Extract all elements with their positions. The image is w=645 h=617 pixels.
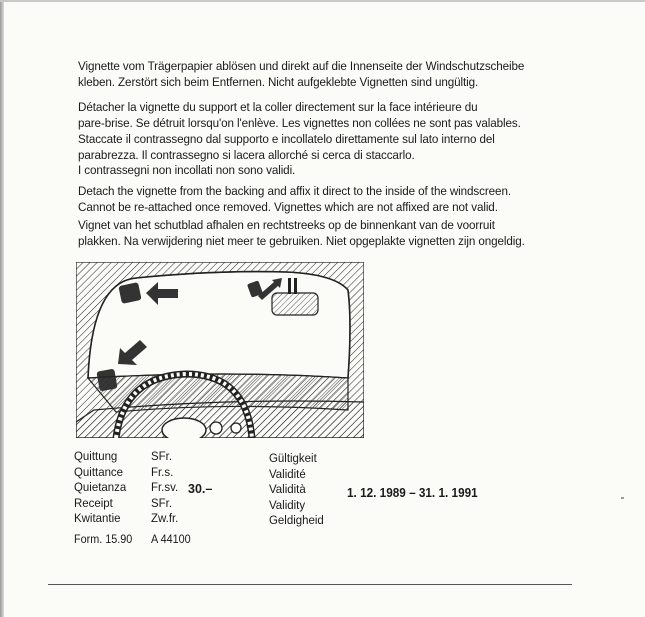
instructions-dutch	[78, 218, 539, 249]
instruction-line: Staccate il contrassegno dal supporto e incollatelo direttamente sul lato interno del	[78, 132, 495, 146]
currency-labels	[151, 449, 178, 527]
receipt-label: Quietanza	[74, 480, 127, 494]
instruction-line: I contrassegni non incollati non sono validi.	[78, 163, 296, 177]
currency-label: Fr.s.	[151, 464, 174, 479]
validity-label: Gültigkeit	[269, 451, 317, 465]
instruction-line: kleben. Zerstört sich beim Entfernen. Nicht aufgeklebte Vignetten sind ungültig.	[78, 74, 479, 89]
instruction-line: Detach the vignette from the backing and affix it direct to the inside of the windscreen.	[78, 184, 511, 198]
scan-edge-left	[0, 0, 4, 617]
instruction-line: plakken. Na verwijdering niet meer te gebruiken. Niet opgeplakte vignetten zijn ongeldig.	[78, 233, 525, 248]
instructions-italian	[78, 132, 539, 179]
instructions-english	[78, 184, 539, 215]
receipt-labels	[74, 449, 126, 527]
instruction-line: Vignet van het schutblad afhalen en rechtstreeks op de binnenkant van de voorruit	[78, 218, 495, 232]
receipt-label: Quittance	[74, 464, 124, 479]
receipt-label: Kwitantie	[74, 511, 121, 525]
currency-label: Zw.fr.	[151, 511, 179, 525]
instruction-line: Vignette vom Trägerpapier ablösen und direkt auf die Innenseite der Windschutzscheibe	[78, 59, 525, 73]
validity-period: 1. 12. 1989 – 31. 1. 1991	[347, 486, 478, 500]
instruction-line: parabrezza. Il contrassegno si lacera allorché si cerca di staccarlo.	[78, 147, 415, 162]
receipt-label: Receipt	[74, 495, 113, 510]
scan-speck	[621, 497, 624, 499]
currency-label: SFr.	[151, 449, 173, 463]
serial-number: A 44100	[151, 534, 191, 546]
vignette-position-left-icon	[118, 282, 178, 305]
form-number: Form. 15.90	[74, 534, 133, 546]
validity-label: Validity	[269, 497, 306, 512]
receipt-label: Quittung	[74, 449, 118, 463]
instruction-line: pare-brise. Se détruit lorsqu'on l'enlève. Les vignettes non collées ne sont pas valables.	[78, 115, 521, 130]
cut-line	[48, 584, 572, 585]
validity-labels	[269, 451, 324, 529]
price-amount: 30.–	[188, 482, 213, 496]
currency-label: SFr.	[151, 495, 173, 510]
validity-label: Geldigheid	[269, 513, 324, 527]
validity-label: Validità	[269, 482, 306, 496]
scan-edge-top	[0, 0, 645, 2]
windshield-illustration	[76, 262, 364, 438]
currency-label: Fr.sv.	[151, 480, 179, 494]
validity-label: Validité	[269, 466, 306, 481]
vignette-position-mirror-icon	[247, 278, 318, 315]
instructions-french	[78, 100, 539, 131]
instructions-german	[78, 59, 539, 90]
instruction-line: Cannot be re-attached once removed. Vignettes which are not affixed are not valid.	[78, 199, 498, 214]
instruction-line: Détacher la vignette du support et la coller directement sur la face intérieure du	[78, 100, 478, 114]
